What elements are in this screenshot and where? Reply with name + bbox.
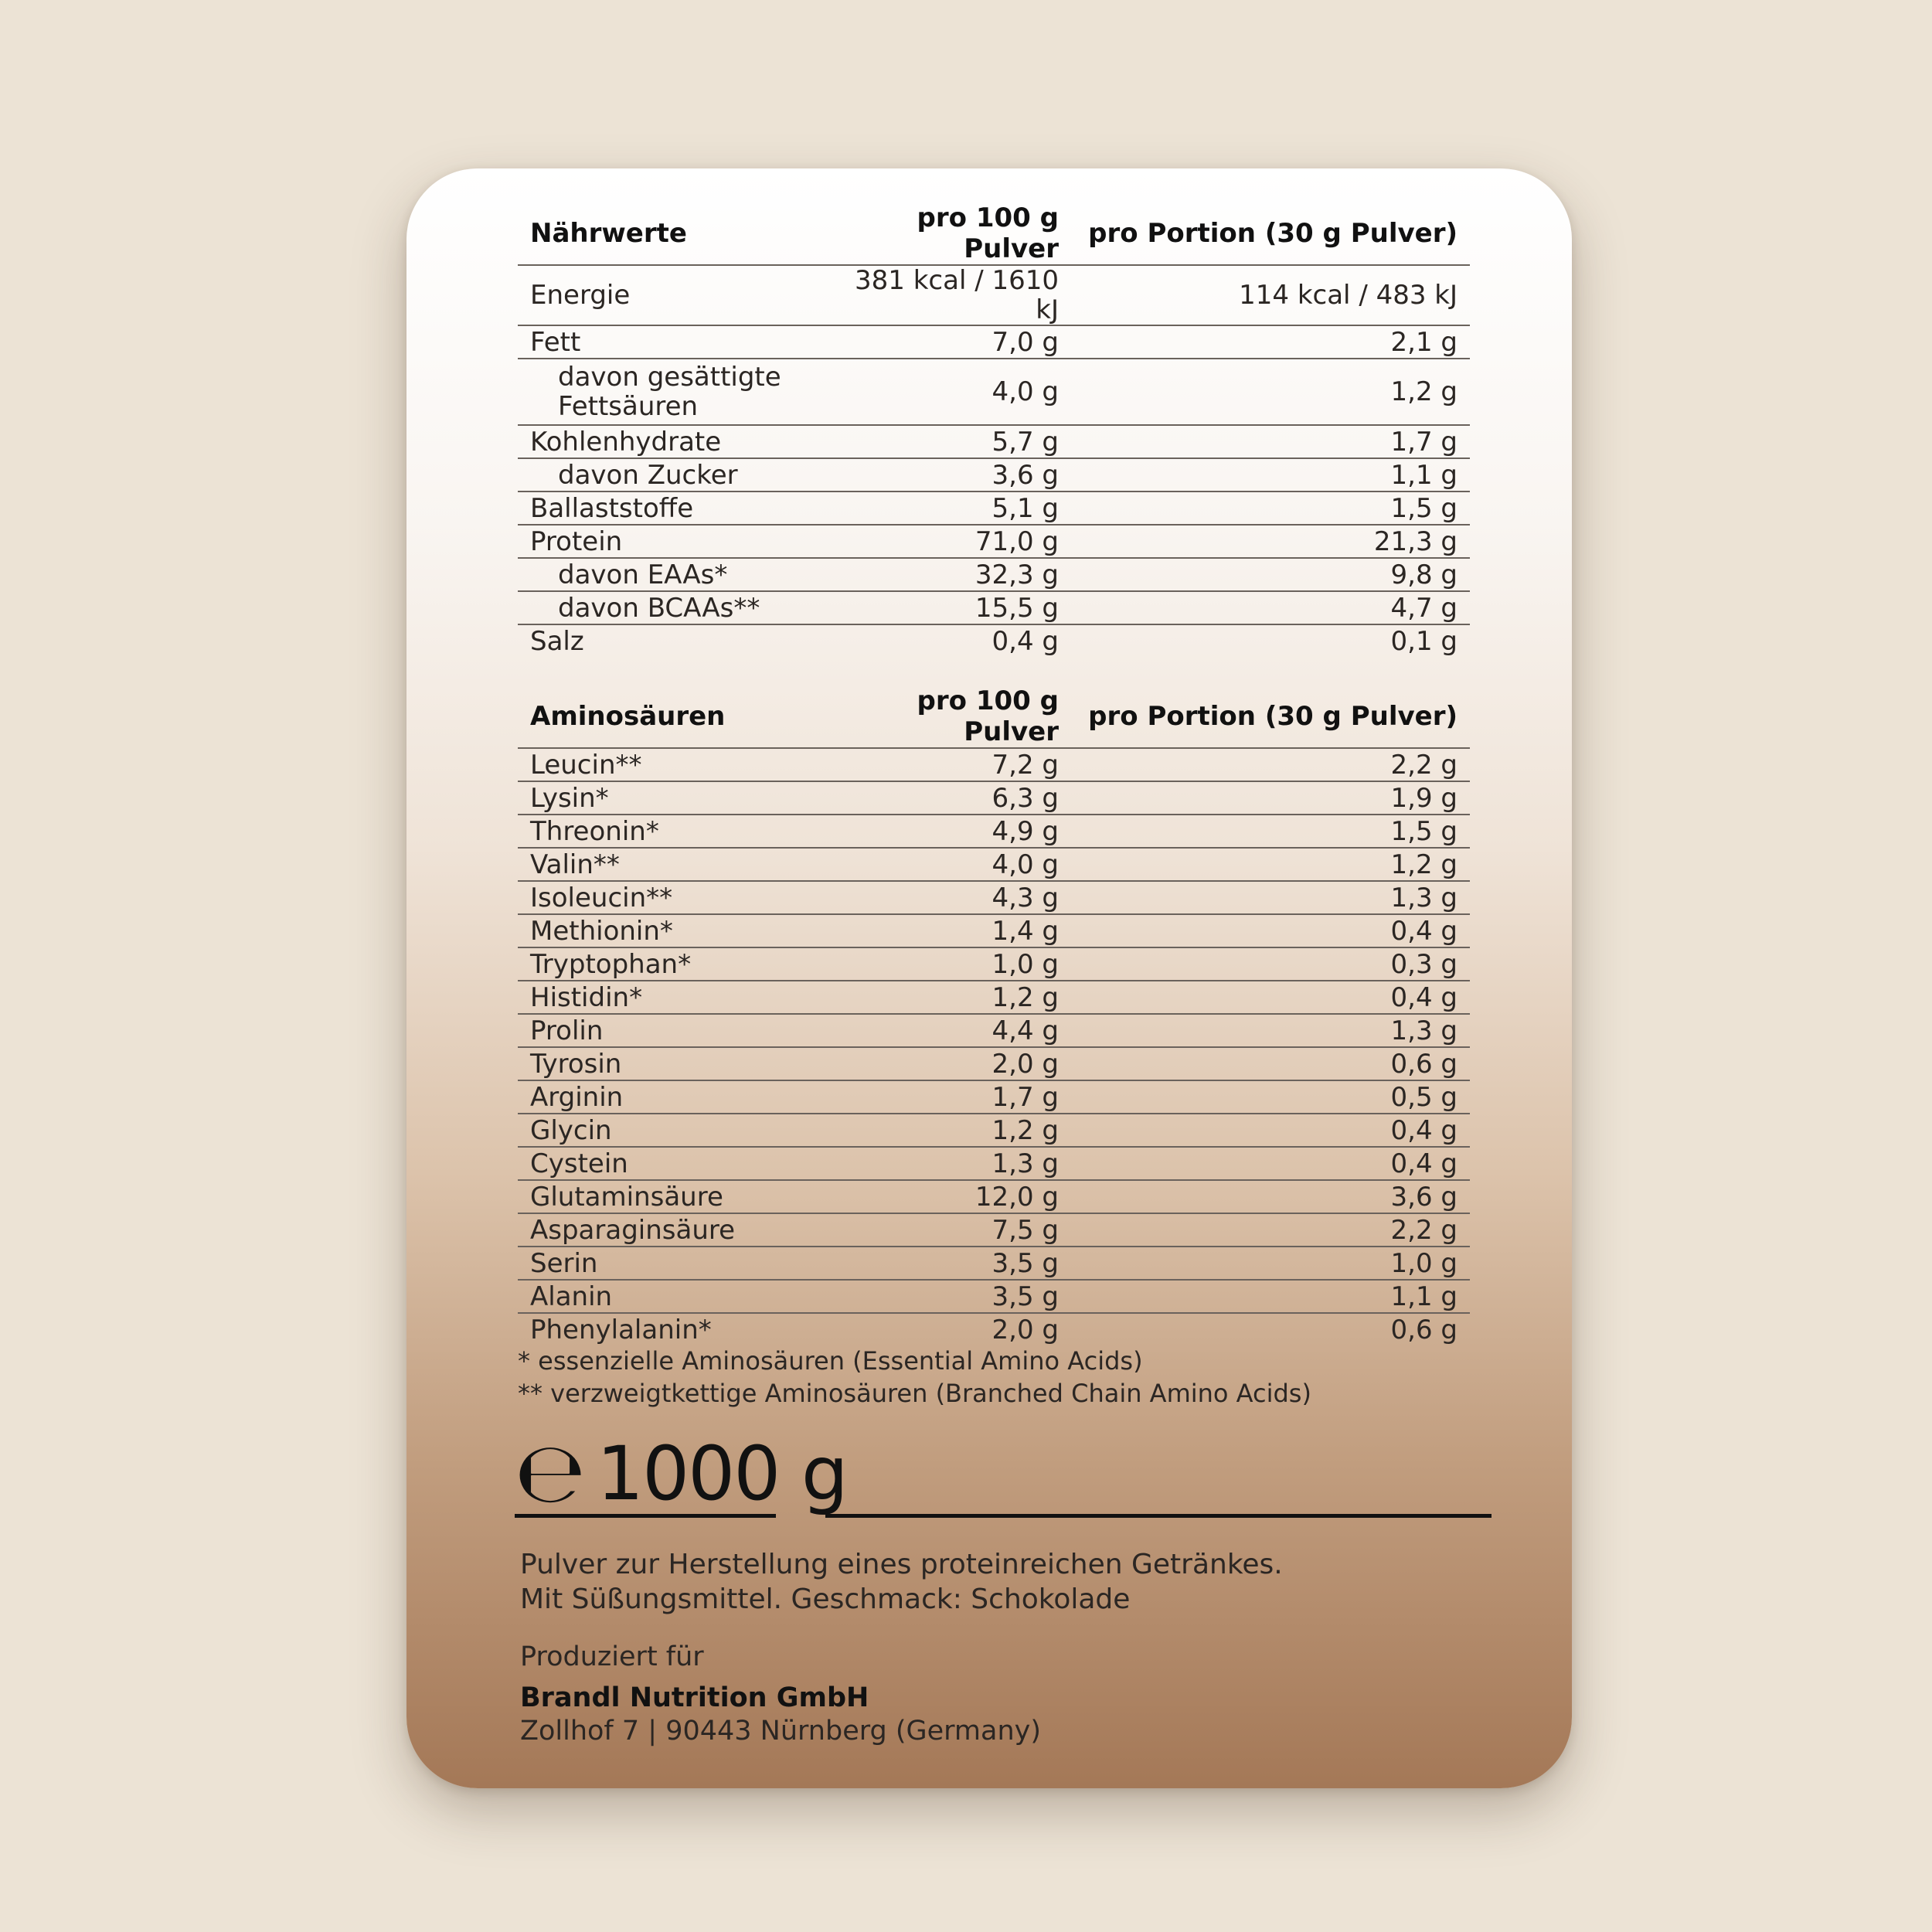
table-row	[518, 265, 1470, 325]
row-per-portion: 0,4 g	[1071, 914, 1470, 947]
net-weight-underline	[515, 1514, 776, 1518]
row-per-portion: 2,1 g	[1071, 325, 1470, 359]
table-row	[518, 781, 1470, 815]
header-per-portion: pro Portion (30 g Pulver)	[1071, 685, 1470, 748]
row-name: Lysin*	[518, 781, 838, 815]
producer-address: Zollhof 7 | 90443 Nürnberg (Germany)	[520, 1716, 1042, 1747]
table-row	[518, 1014, 1470, 1047]
row-per-100g: 381 kcal / 1610 kJ	[838, 265, 1071, 325]
table-row	[518, 914, 1470, 947]
row-per-100g: 3,5 g	[838, 1247, 1071, 1280]
table-row	[518, 981, 1470, 1014]
row-name: Energie	[518, 265, 838, 325]
row-per-100g: 6,3 g	[838, 781, 1071, 815]
row-per-portion: 2,2 g	[1071, 748, 1470, 781]
row-per-100g: 1,0 g	[838, 947, 1071, 981]
row-name: davon Zucker	[518, 458, 838, 492]
row-per-100g: 5,1 g	[838, 492, 1071, 525]
net-weight	[515, 1423, 1492, 1524]
table-row	[518, 947, 1470, 981]
footnote-essential: * essenzielle Aminosäuren (Essential Amino Acids)	[518, 1346, 1143, 1376]
row-name: Asparaginsäure	[518, 1213, 838, 1247]
row-per-100g: 3,6 g	[838, 458, 1071, 492]
row-per-100g: 1,3 g	[838, 1147, 1071, 1180]
row-name: Leucin**	[518, 748, 838, 781]
row-name: Ballaststoffe	[518, 492, 838, 525]
row-name: Alanin	[518, 1280, 838, 1313]
row-per-100g: 3,5 g	[838, 1280, 1071, 1313]
table-row	[518, 359, 1470, 425]
row-per-portion: 1,5 g	[1071, 815, 1470, 848]
row-per-portion: 1,7 g	[1071, 425, 1470, 458]
producer-label: Produziert für	[520, 1641, 704, 1672]
footnote-branched: ** verzweigtkettige Aminosäuren (Branched Chain Amino Acids)	[518, 1379, 1311, 1408]
row-name: Glycin	[518, 1114, 838, 1147]
table-row	[518, 525, 1470, 558]
row-per-100g: 12,0 g	[838, 1180, 1071, 1213]
row-name: Glutaminsäure	[518, 1180, 838, 1213]
row-per-100g: 0,4 g	[992, 625, 1059, 657]
row-name: Methionin*	[518, 914, 838, 947]
table-row	[518, 848, 1470, 881]
row-name: Cystein	[518, 1147, 838, 1180]
table-row	[518, 1114, 1470, 1147]
row-per-100g: 5,7 g	[838, 425, 1071, 458]
table-row	[518, 815, 1470, 848]
row-per-portion: 1,2 g	[1071, 848, 1470, 881]
row-per-portion: 1,0 g	[1071, 1247, 1470, 1280]
row-name: Isoleucin**	[518, 881, 838, 914]
row-per-portion: 0,1 g	[1390, 625, 1458, 657]
row-per-100g: 7,2 g	[838, 748, 1071, 781]
table-row	[518, 1280, 1470, 1313]
row-per-portion: 1,3 g	[1071, 881, 1470, 914]
table-row	[518, 591, 1470, 624]
row-name: Valin**	[518, 848, 838, 881]
header-per-100g: pro 100 g Pulver	[838, 685, 1071, 748]
header-per-portion: pro Portion (30 g Pulver)	[1071, 202, 1470, 265]
row-per-portion: 3,6 g	[1071, 1180, 1470, 1213]
table-row	[518, 1047, 1470, 1080]
row-per-100g: 2,0 g	[992, 1314, 1059, 1345]
row-per-100g: 4,9 g	[838, 815, 1071, 848]
row-name: Protein	[518, 525, 838, 558]
row-name: Histidin*	[518, 981, 838, 1014]
row-per-portion: 1,9 g	[1071, 781, 1470, 815]
table-row	[518, 425, 1470, 458]
row-per-100g: 32,3 g	[838, 558, 1071, 591]
row-per-100g: 71,0 g	[838, 525, 1071, 558]
row-per-portion: 1,2 g	[1071, 359, 1470, 425]
estimated-sign-icon: ℮	[515, 1425, 587, 1522]
amino-acid-table	[518, 685, 1470, 1345]
row-per-100g: 7,5 g	[838, 1213, 1071, 1247]
table-row	[518, 1080, 1470, 1114]
net-weight-value: 1000 g	[597, 1430, 847, 1517]
row-name: Fett	[518, 325, 838, 359]
row-name: Tryptophan*	[518, 947, 838, 981]
table-row	[518, 1180, 1470, 1213]
table-row	[518, 748, 1470, 781]
row-per-100g: 1,2 g	[838, 1114, 1071, 1147]
row-per-100g: 4,0 g	[838, 359, 1071, 425]
row-name: Serin	[518, 1247, 838, 1280]
row-per-100g: 1,7 g	[838, 1080, 1071, 1114]
row-name: davon EAAs*	[518, 558, 838, 591]
row-name: Threonin*	[518, 815, 838, 848]
table-row	[518, 881, 1470, 914]
producer-company: Brandl Nutrition GmbH	[520, 1682, 869, 1713]
row-per-portion: 1,1 g	[1071, 458, 1470, 492]
table-row	[518, 458, 1470, 492]
row-name: Phenylalanin*	[530, 1314, 712, 1345]
row-name: davon BCAAs**	[518, 591, 838, 624]
row-per-100g: 4,4 g	[838, 1014, 1071, 1047]
row-per-portion: 2,2 g	[1071, 1213, 1470, 1247]
row-name: Salz	[530, 625, 584, 657]
row-name: Arginin	[518, 1080, 838, 1114]
table-row	[518, 1313, 1470, 1345]
nutrition-table-header	[518, 202, 1470, 265]
table-row	[518, 624, 1470, 657]
row-name: Prolin	[518, 1014, 838, 1047]
table-row	[518, 1147, 1470, 1180]
row-per-portion: 0,4 g	[1071, 1114, 1470, 1147]
table-row	[518, 325, 1470, 359]
header-aminosaeuren: Aminosäuren	[518, 685, 838, 748]
row-per-portion: 0,4 g	[1071, 1147, 1470, 1180]
row-per-100g: 1,4 g	[838, 914, 1071, 947]
row-per-100g: 7,0 g	[838, 325, 1071, 359]
row-per-portion: 0,5 g	[1071, 1080, 1470, 1114]
row-per-portion: 21,3 g	[1071, 525, 1470, 558]
row-name: davon gesättigte Fettsäuren	[518, 359, 838, 425]
row-per-portion: 1,5 g	[1071, 492, 1470, 525]
row-name: Tyrosin	[518, 1047, 838, 1080]
row-per-portion: 1,3 g	[1071, 1014, 1470, 1047]
header-per-100g: pro 100 g Pulver	[838, 202, 1071, 265]
header-naehrwerte: Nährwerte	[518, 202, 838, 265]
row-per-portion: 0,4 g	[1071, 981, 1470, 1014]
product-description-line-1: Pulver zur Herstellung eines proteinreichen Getränkes.	[520, 1549, 1283, 1580]
table-row	[518, 1247, 1470, 1280]
row-per-portion: 0,6 g	[1071, 1047, 1470, 1080]
row-per-100g: 1,2 g	[838, 981, 1071, 1014]
amino-table-header	[518, 685, 1470, 748]
row-per-portion: 0,3 g	[1071, 947, 1470, 981]
row-per-portion: 9,8 g	[1071, 558, 1470, 591]
row-per-portion: 4,7 g	[1071, 591, 1470, 624]
table-row	[518, 558, 1470, 591]
row-per-100g: 15,5 g	[838, 591, 1071, 624]
row-per-100g: 4,3 g	[838, 881, 1071, 914]
product-description-line-2: Mit Süßungsmittel. Geschmack: Schokolade	[520, 1583, 1131, 1615]
nutrition-table	[518, 202, 1470, 657]
row-per-portion: 1,1 g	[1071, 1280, 1470, 1313]
net-weight-rule	[825, 1514, 1492, 1518]
row-per-portion: 0,6 g	[1390, 1314, 1458, 1345]
table-row	[518, 492, 1470, 525]
row-per-100g: 2,0 g	[838, 1047, 1071, 1080]
row-per-100g: 4,0 g	[838, 848, 1071, 881]
row-name: Kohlenhydrate	[518, 425, 838, 458]
table-row	[518, 1213, 1470, 1247]
row-per-portion: 114 kcal / 483 kJ	[1071, 265, 1470, 325]
